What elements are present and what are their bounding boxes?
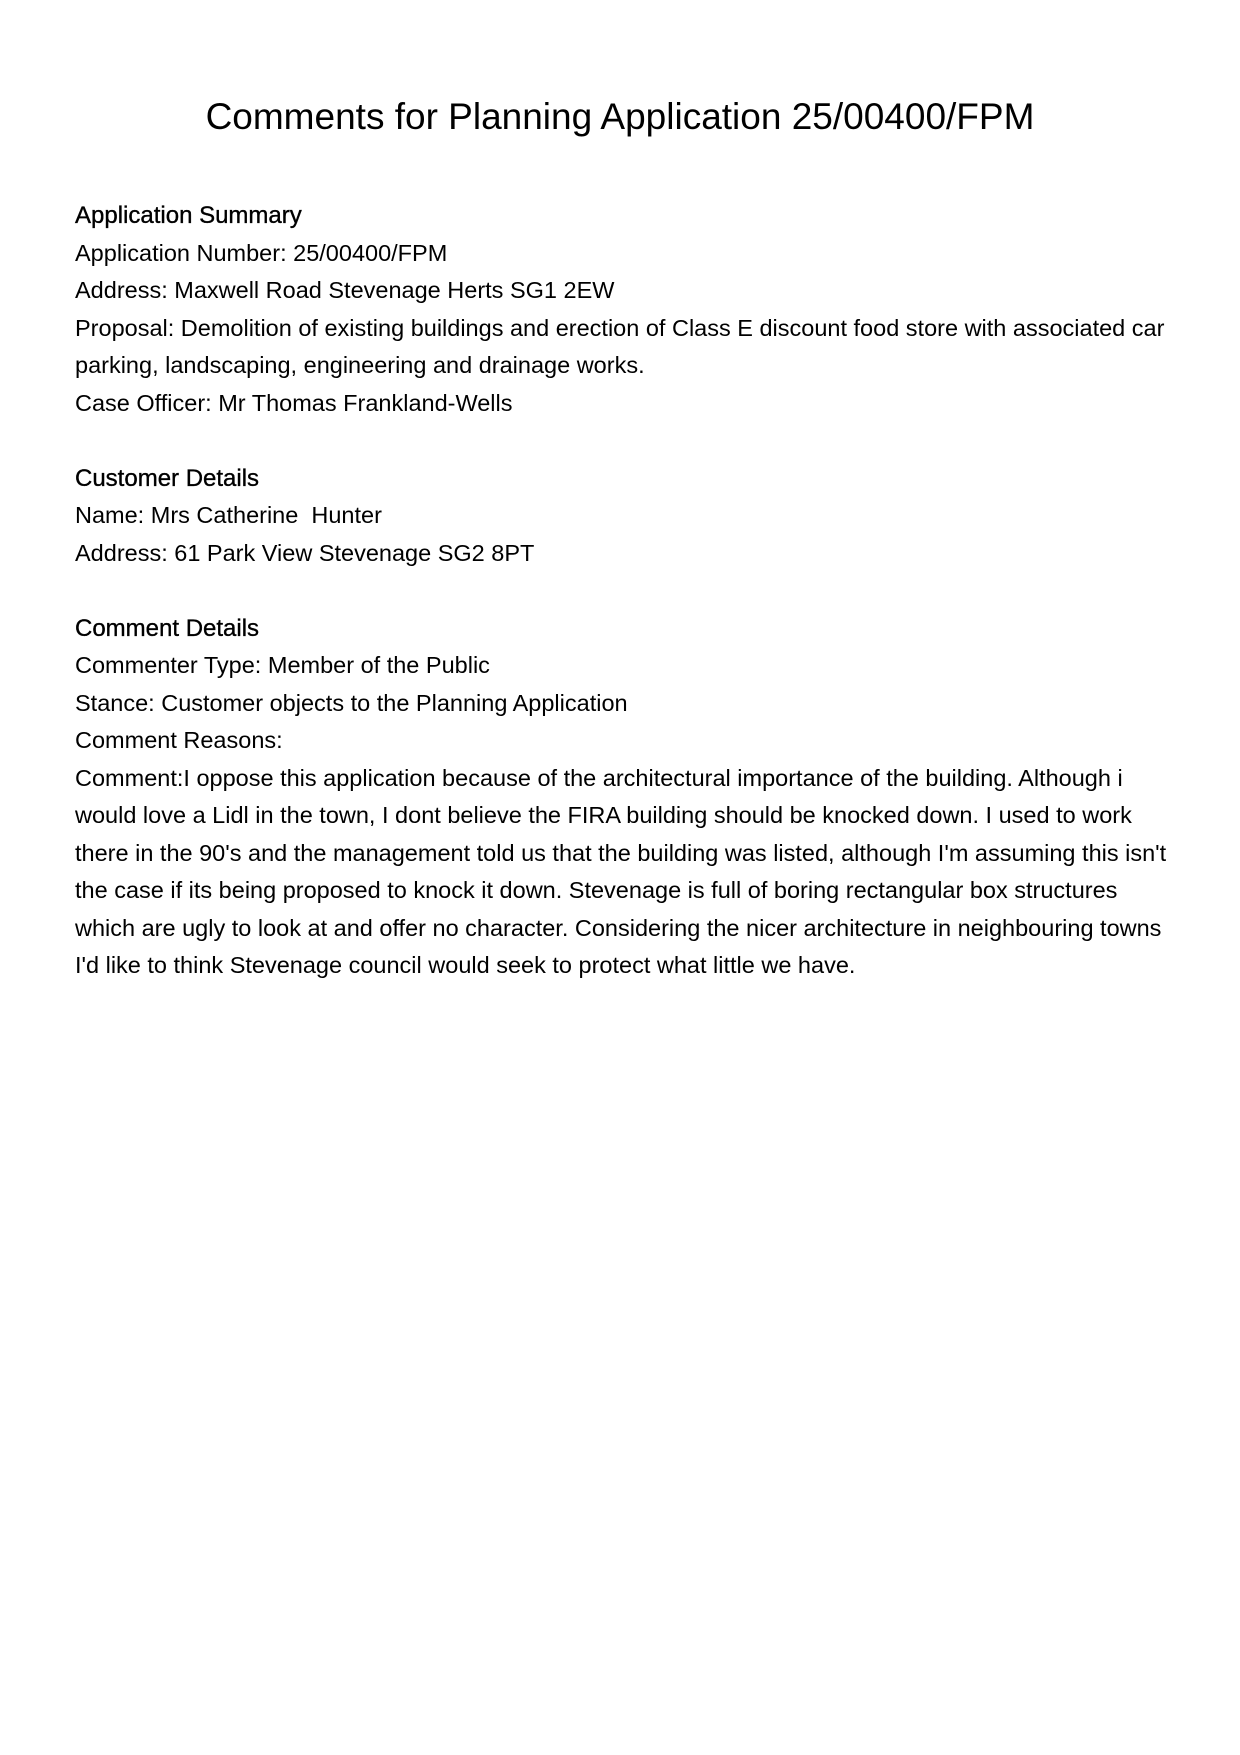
customer-details-heading: Customer Details (75, 464, 260, 492)
case-officer: Case Officer: Mr Thomas Frankland-Wells (75, 389, 513, 416)
application-summary-section (75, 197, 1175, 422)
comment-text: Comment:I oppose this application because of the architectural importance of the building. Although i would love a Lidl in the town, I dont believe the FIRA building should be knocked down. I used to work there in the 90's and the management told us that the building was listed, although I'm assuming this isn't the case if its being proposed to knock it down. Stevenage is full of boring rectangular box structures which are ugly to look at and offer no character. Considering the nicer architecture in neighbouring towns I'd like to think Stevenage council would seek to protect what little we have. (75, 764, 1167, 978)
comment-details-section (75, 610, 1175, 985)
customer-details-section (75, 460, 1175, 573)
comment-reasons: Comment Reasons: (75, 727, 283, 753)
customer-address: Address: 61 Park View Stevenage SG2 8PT (75, 539, 535, 566)
application-proposal: Proposal: Demolition of existing buildings and erection of Class E discount food store with associated car parking, landscaping, engineering and drainage works. (75, 314, 1165, 378)
page-title: Comments for Planning Application 25/00400/FPM (205, 96, 1035, 137)
customer-name: Name: Mrs Catherine Hunter (75, 502, 382, 528)
application-number: Application Number: 25/00400/FPM (75, 239, 448, 266)
comment-details-heading: Comment Details (75, 614, 260, 642)
commenter-type: Commenter Type: Member of the Public (75, 652, 490, 678)
document-content (75, 197, 1175, 1022)
application-address: Address: Maxwell Road Stevenage Herts SG1 2EW (75, 277, 615, 303)
stance: Stance: Customer objects to the Planning Application (75, 689, 628, 716)
application-summary-heading: Application Summary (75, 202, 302, 229)
